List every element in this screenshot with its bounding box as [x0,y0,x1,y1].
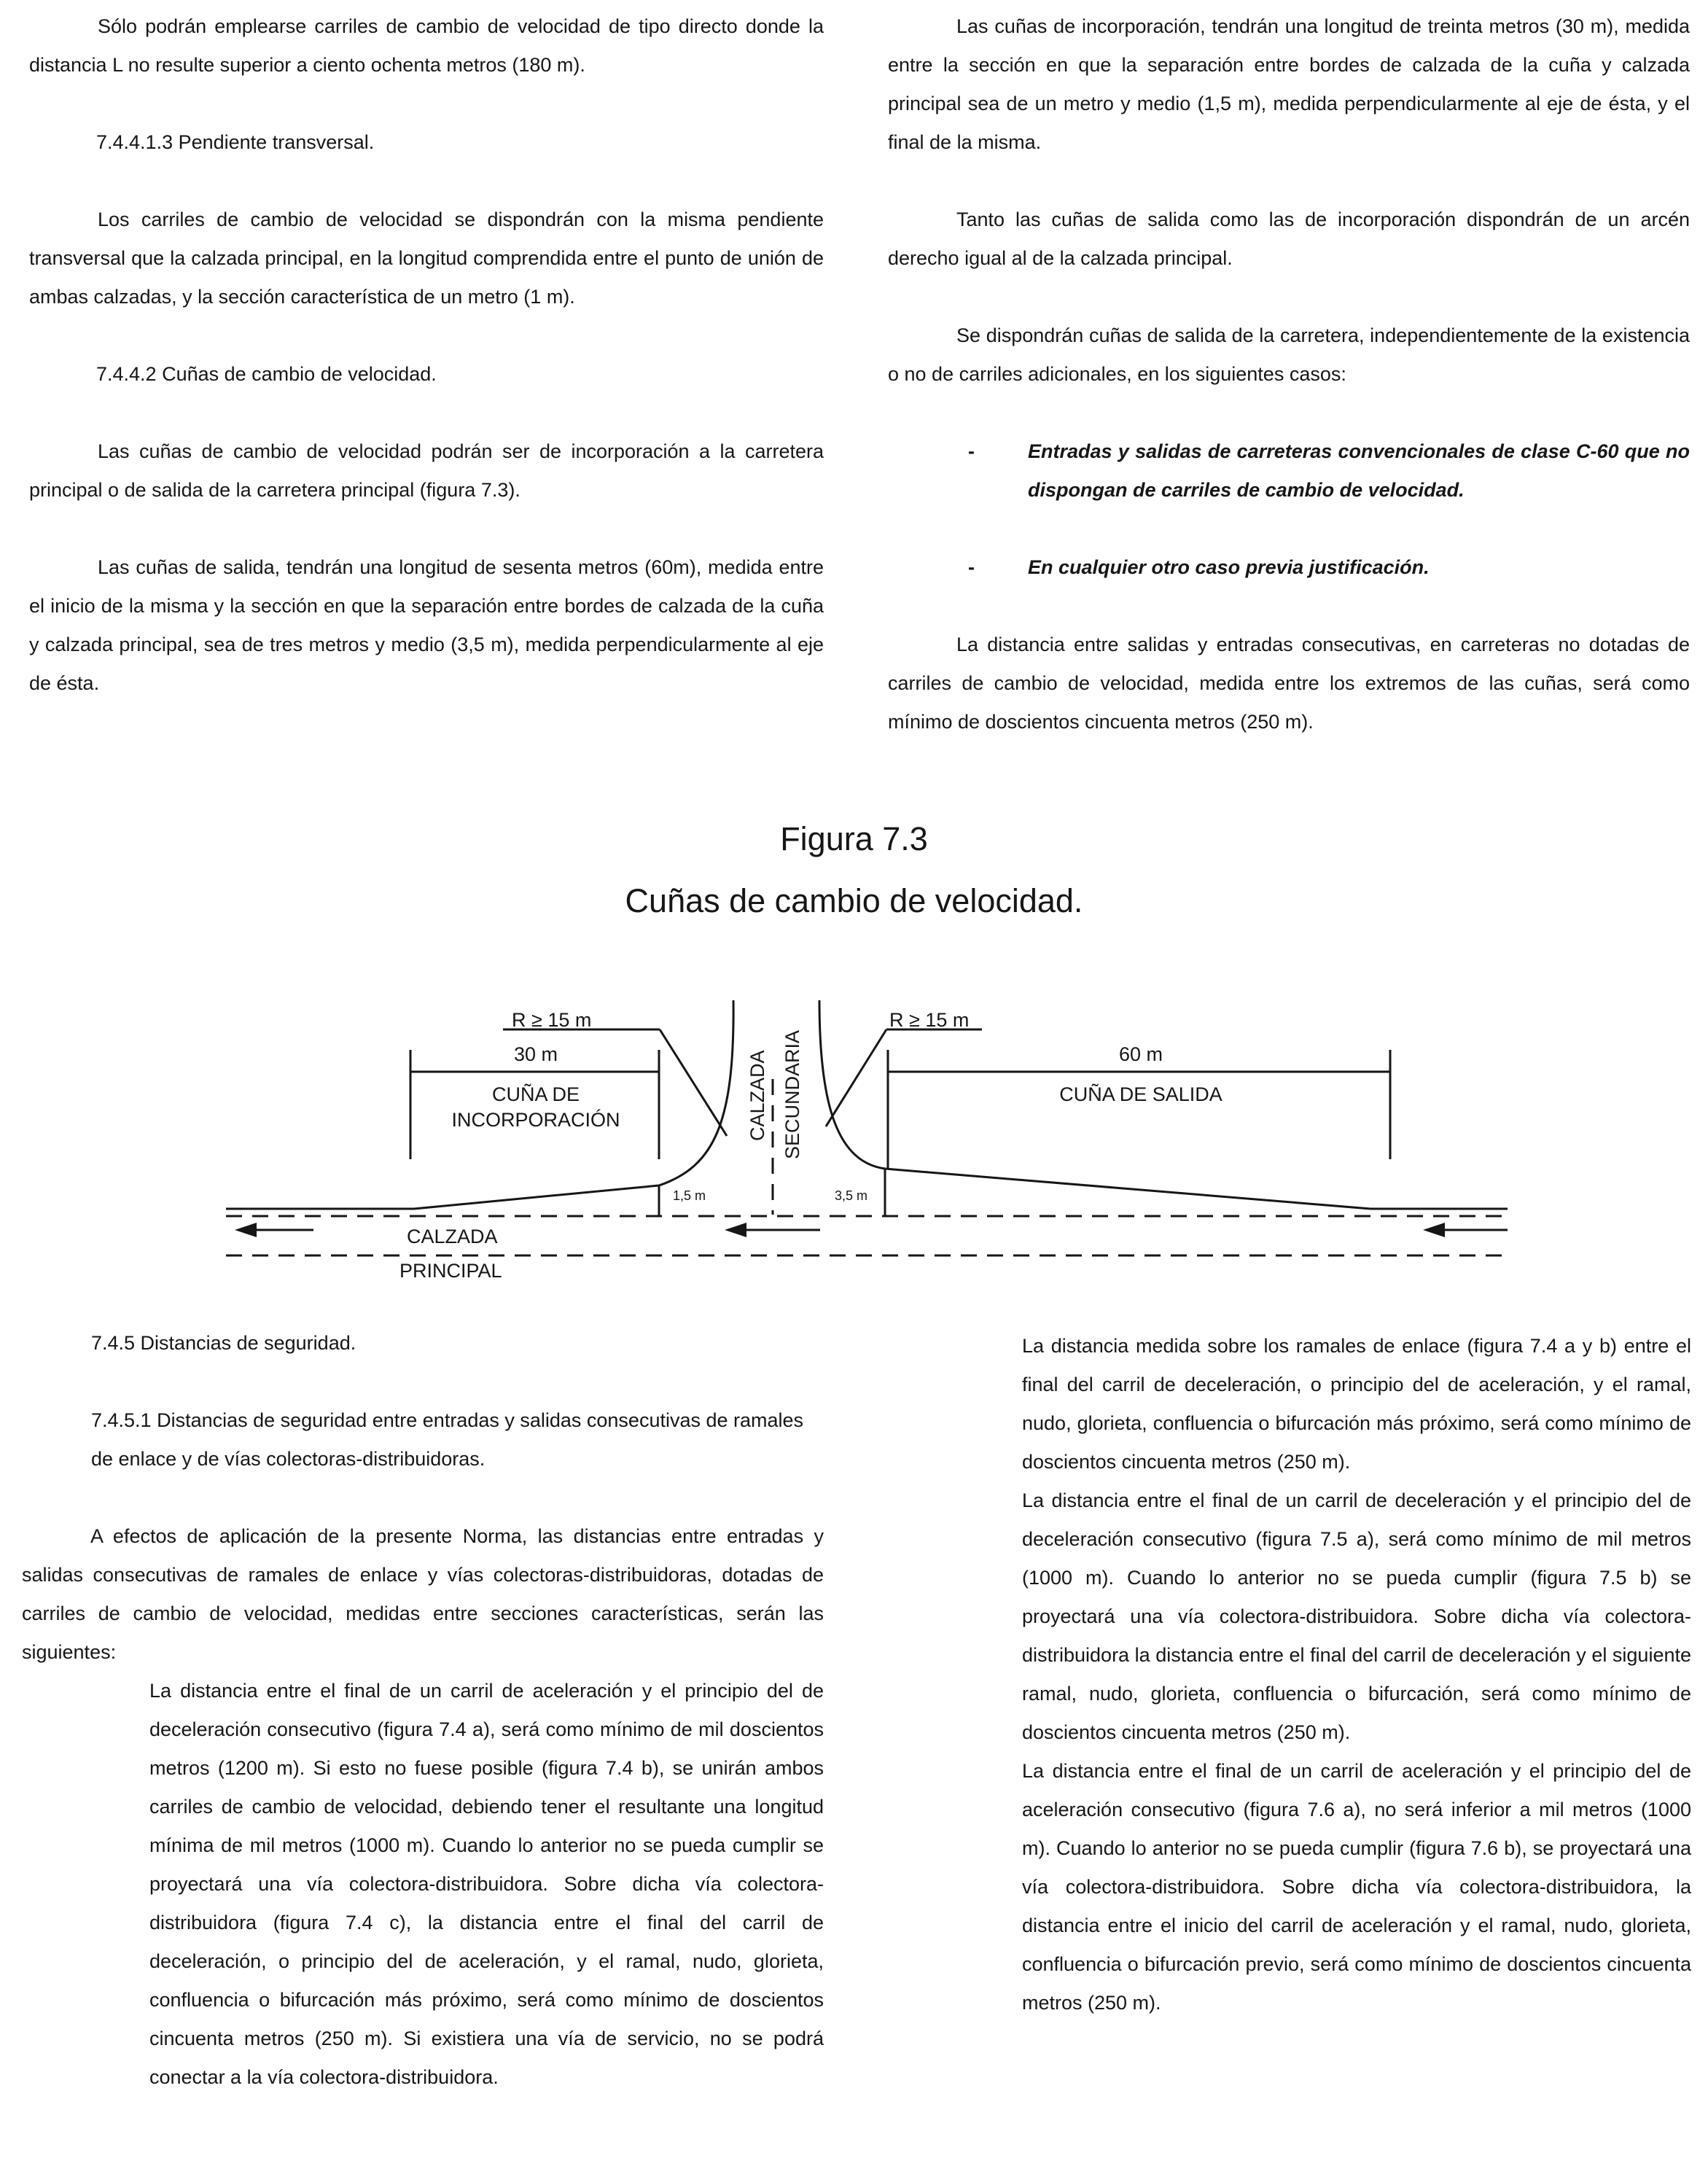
paragraph-exit-wedge-cases: Se dispondrán cuñas de salida de la carretera, independientemente de la existencia o no de carriles adicionales, en los siguientes casos: [888,324,1690,385]
label-main-road-1: CALZADA [407,1226,498,1247]
paragraph-direct-lanes: Sólo podrán emplearse carriles de cambio de velocidad de tipo directo donde la distancia L no resulte superior a ciento ochenta metros (180 m). [29,15,824,76]
label-secondary-road-2: SECUNDARIA [781,1029,803,1159]
bullet-item-c60 [888,432,1690,510]
curve-left [659,1000,733,1185]
radius-leader-left [660,1029,727,1136]
paragraph-wedge-types: Las cuñas de cambio de velocidad podrán ser de incorporación a la carretera principal o de salida de la carretera principal (figura 7.3). [29,440,824,501]
figure-number: Figura 7.3 [780,820,928,857]
top-left-column [29,7,824,703]
section-heading-7-4-5-1: 7.4.5.1 Distancias de seguridad entre entradas y salidas consecutivas de ramales de enlace y de vías colectoras-distribuidoras. [91,1409,804,1470]
section-heading-7-4-5: 7.4.5 Distancias de seguridad. [91,1332,356,1354]
speed-change-wedges-diagram [0,977,1708,1298]
section-heading-7-4-4-2: 7.4.4.2 Cuñas de cambio de velocidad. [96,363,437,385]
figure-caption: Cuñas de cambio de velocidad. [625,882,1083,919]
paragraph-consecutive-distances: A efectos de aplicación de la presente Norma, las distancias entre entradas y salidas consecutivas de ramales de enlace y vías colectoras-distribuidoras, dotadas de carriles de cambio de velocidad, medidas entre secciones características, serán las siguientes: [22,1525,824,1663]
label-radius-left: R ≥ 15 m [512,1009,592,1031]
paragraph-entry-wedge-length: Las cuñas de incorporación, tendrán una longitud de treinta metros (30 m), medida entre la sección en que la separación entre bordes de calzada de la cuña y calzada principal sea de un metro y medio (1,5 m), medida perpendicularmente al eje de ésta, y el final de la misma. [888,15,1690,153]
bullet-dash: - [968,440,975,462]
arrow-head-left [235,1223,257,1237]
label-dim-30m: 30 m [513,1043,558,1065]
label-radius-right: R ≥ 15 m [889,1009,970,1031]
label-wedge-in-line2: INCORPORACIÓN [451,1109,620,1131]
label-wedge-in-line1: CUÑA DE [491,1083,580,1105]
entry-wedge-taper [414,1185,659,1209]
radius-leader-right [826,1029,886,1126]
arrow-head-middle [725,1223,746,1237]
label-main-road-2: PRINCIPAL [399,1260,502,1282]
list-item-acceleration-acceleration: La distancia entre el final de un carril de aceleración y el principio del de aceleración consecutivo (figura 7.6 a), no será inferior a mil metros (1000 m). Cuando lo anterior no se pueda cumplir (figura 7.6 b), se proyectará una vía colectora-distribuidora. Sobre dicha vía colectora-distribuidora, la distancia entre el inicio del carril de aceleración y el ramal, nudo, glorieta, confluencia o bifurcación previo, será como mínimo de doscientos cincuenta metros (250 m). [1022,1760,1691,2014]
exit-wedge-taper [885,1169,1370,1209]
bullet-item-other [888,548,1690,587]
list-item-ramal-distance: La distancia medida sobre los ramales de enlace (figura 7.4 a y b) entre el final del carril de deceleración, o principio del de aceleración, y el ramal, nudo, glorieta, confluencia o bifurcación más próximo, será como mínimo de doscientos cincuenta metros (250 m). [1022,1335,1691,1473]
bullet-text-other: En cualquier otro caso previa justificación. [1028,556,1430,578]
label-dim-60m: 60 m [1118,1043,1163,1065]
bullet-dash: - [968,556,975,578]
bottom-left-column [22,1324,824,2097]
top-right-column [888,7,1690,741]
section-heading-7-4-4-1-3: 7.4.4.1.3 Pendiente transversal. [96,131,375,153]
list-item-acceleration-deceleration: La distancia entre el final de un carril de aceleración y el principio del de deceleración consecutivo (figura 7.4 a), será como mínimo de mil doscientos metros (1200 m). Si esto no fuese posible (figura 7.4 b), se unirán ambos carriles de cambio de velocidad, debiendo tener el resultante una longitud mínima de mil metros (1000 m). Cuando lo anterior no se pueda cumplir se proyectará una vía colectora-distribuidora. Sobre dicha vía colectora-distribuidora (figura 7.4 c), la distancia entre el final del carril de deceleración, o principio del de aceleración, y el ramal, nudo, glorieta, confluencia o bifurcación más próximo, será como mínimo de doscientos cincuenta metros (250 m). Si existiera una vía de servicio, no se podrá conectar a la vía colectora-distribuidora. [149,1680,824,2088]
paragraph-shoulder: Tanto las cuñas de salida como las de incorporación dispondrán de un arcén derecho igual al de la calzada principal. [888,209,1690,269]
bottom-right-column [1022,1327,1691,2022]
label-offset-in: 1,5 m [673,1188,706,1203]
label-secondary-road-1: CALZADA [746,1050,768,1141]
paragraph-cross-slope: Los carriles de cambio de velocidad se dispondrán con la misma pendiente transversal que la calzada principal, en la longitud comprendida entre el punto de unión de ambas calzadas, y la sección característica de un metro (1 m). [29,209,824,308]
bullet-text-c60: Entradas y salidas de carreteras convencionales de clase C-60 que no dispongan de carriles de cambio de velocidad. [1028,440,1690,501]
paragraph-exit-wedge-length: Las cuñas de salida, tendrán una longitud de sesenta metros (60m), medida entre el inicio de la misma y la sección en que la separación entre bordes de calzada de la cuña y calzada principal, sea de tres metros y medio (3,5 m), medida perpendicularmente al eje de ésta. [29,556,824,694]
paragraph-min-distance: La distancia entre salidas y entradas consecutivas, en carreteras no dotadas de carriles de cambio de velocidad, medida entre los extremos de las cuñas, será como mínimo de doscientos cincuenta metros (250 m). [888,634,1690,733]
list-item-deceleration-deceleration: La distancia entre el final de un carril de deceleración y el principio del de deceleración consecutivo (figura 7.5 a), será como mínimo de mil metros (1000 m). Cuando lo anterior no se pueda cumplir (figura 7.5 b) se proyectará una vía colectora-distribuidora. Sobre dicha vía colectora-distribuidora la distancia entre el final del carril de deceleración y el siguiente ramal, nudo, glorieta, confluencia o bifurcación, será como mínimo de doscientos cincuenta metros (250 m). [1022,1489,1691,1743]
arrow-head-right [1423,1223,1445,1237]
label-offset-out: 3,5 m [835,1188,868,1203]
label-wedge-out: CUÑA DE SALIDA [1059,1083,1222,1105]
